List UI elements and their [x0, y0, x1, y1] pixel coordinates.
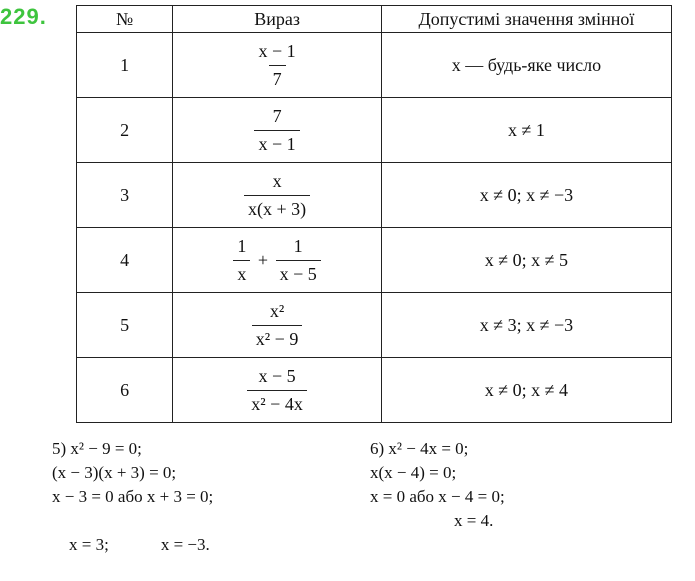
row-number: 6 [77, 358, 173, 423]
solution-line-final: x = 4. [454, 511, 494, 530]
numerator: 1 [237, 235, 247, 256]
allowed-values-cell: x ≠ 0; x ≠ 5 [381, 228, 671, 293]
solution-line-final [52, 509, 213, 581]
fraction [233, 236, 250, 285]
denominator: x − 5 [276, 260, 321, 285]
table-row [77, 33, 672, 98]
allowed-values-cell: x ≠ 0; x ≠ 4 [381, 358, 671, 423]
root-1: x = 3; [69, 535, 109, 554]
fraction [276, 236, 321, 285]
solution-line: x − 3 = 0 або x + 3 = 0; [52, 487, 214, 506]
plus-sign: + [257, 249, 269, 270]
fraction [252, 301, 303, 350]
numerator: x² [269, 300, 285, 321]
row-number: 4 [77, 228, 173, 293]
expression-cell [173, 358, 382, 423]
expression-cell [173, 98, 382, 163]
solution-line: (x − 3)(x + 3) = 0; [52, 463, 177, 482]
root-2: x = −3. [160, 535, 210, 554]
table-row [77, 163, 672, 228]
table-row [77, 228, 672, 293]
table-row [77, 293, 672, 358]
row-number: 5 [77, 293, 173, 358]
solution-5 [52, 437, 213, 581]
allowed-values-cell: x ≠ 1 [381, 98, 671, 163]
solution-line: x(x − 4) = 0; [370, 463, 457, 482]
denominator: x(x + 3) [244, 195, 310, 220]
table-row [77, 98, 672, 163]
allowed-values-cell: x — будь-яке число [381, 33, 671, 98]
allowed-values-table [76, 5, 672, 423]
table-row [77, 358, 672, 423]
solution-line: 6) x² − 4x = 0; [370, 439, 469, 458]
denominator: x − 1 [254, 130, 299, 155]
header-allowed-values: Допустимі значення змінної [381, 6, 671, 33]
fraction [244, 171, 310, 220]
allowed-values-cell: x ≠ 0; x ≠ −3 [381, 163, 671, 228]
header-expression: Вираз [173, 6, 382, 33]
solution-line: 5) x² − 9 = 0; [52, 439, 142, 458]
denominator: 7 [269, 65, 286, 90]
numerator: 7 [272, 105, 282, 126]
denominator: x² − 9 [252, 325, 303, 350]
header-number: № [77, 6, 173, 33]
row-number: 1 [77, 33, 173, 98]
numerator: 1 [293, 235, 303, 256]
fraction [254, 106, 299, 155]
allowed-values-cell: x ≠ 3; x ≠ −3 [381, 293, 671, 358]
table-header-row [77, 6, 672, 33]
exercise-number: 229. [0, 4, 47, 29]
solution-6 [370, 437, 505, 533]
fraction [254, 41, 299, 90]
numerator: x [272, 170, 282, 191]
numerator: x − 1 [258, 40, 296, 61]
expression-cell [173, 293, 382, 358]
fraction [247, 366, 307, 415]
solution-line: x = 0 або x − 4 = 0; [370, 487, 505, 506]
row-number: 2 [77, 98, 173, 163]
expression-cell [173, 33, 382, 98]
expression-cell [173, 163, 382, 228]
denominator: x [233, 260, 250, 285]
numerator: x − 5 [258, 365, 296, 386]
denominator: x² − 4x [247, 390, 307, 415]
expression-cell [173, 228, 382, 293]
row-number: 3 [77, 163, 173, 228]
